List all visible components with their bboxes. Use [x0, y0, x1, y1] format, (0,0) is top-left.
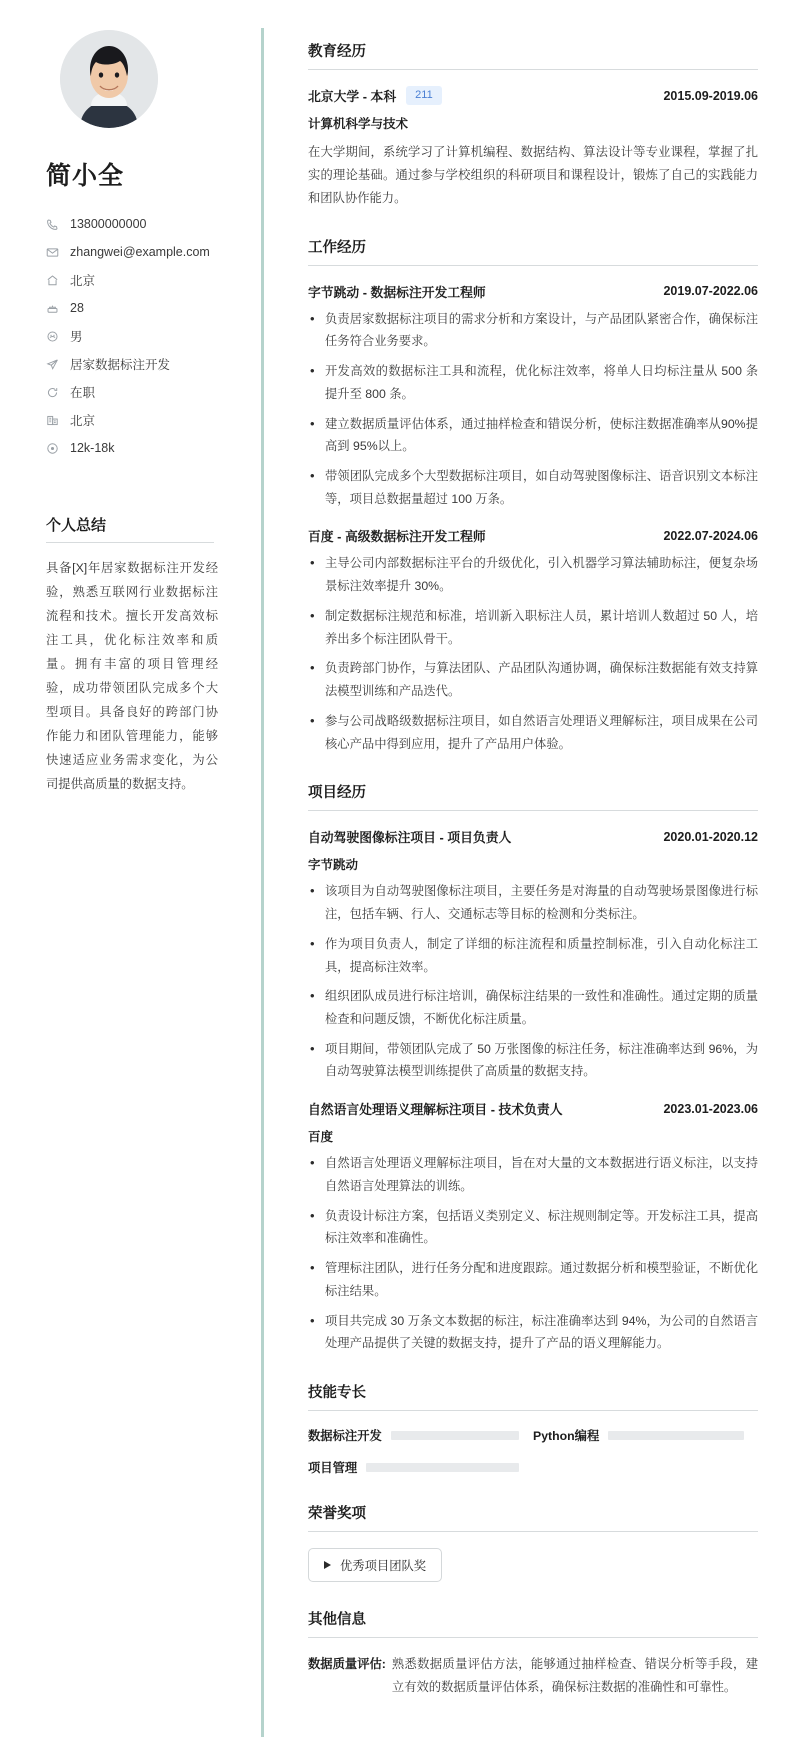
work-entry [308, 282, 758, 511]
project-entry [308, 827, 758, 1083]
section-title-other: 其他信息 [308, 1608, 758, 1638]
refresh-icon [46, 386, 66, 399]
education-entry-header [308, 86, 758, 105]
list-item: • 作为项目负责人，制定了详细的标注流程和质量控制标准，引入自动化标注工具，提高标注效率。 [308, 933, 758, 978]
list-item: • 开发高效的数据标注工具和流程，优化标注效率，将单人日均标注量从 500 条提升至 800 条。 [308, 360, 758, 405]
contact-value: 北京 [70, 274, 96, 288]
work-bullets [308, 552, 758, 755]
contact-email [46, 238, 236, 266]
contact-value: 居家数据标注开发 [70, 358, 171, 372]
contact-salary [46, 434, 236, 462]
skill-item [533, 1426, 758, 1444]
summary-text: 具备[X]年居家数据标注开发经验，熟悉互联网行业数据标注流程和技术。擅长开发高效标注工具，优化标注效率和质量。拥有丰富的项目管理经验，成功带领团队完成多个大型项目。具备良好的跨部门协作能力和团队管理能力，能够快速适应业务需求变化，为公司提供高质量的数据支持。 [46, 561, 218, 791]
project-entry [308, 1099, 758, 1355]
gender-icon [46, 330, 66, 343]
skill-label: Python编程 [533, 1429, 600, 1444]
section-title-education: 教育经历 [308, 40, 758, 70]
contact-desired-city [46, 406, 236, 434]
contact-value: zhangwei@example.com [70, 245, 210, 259]
contact-job-status [46, 378, 236, 406]
section-title-skills: 技能专长 [308, 1381, 758, 1411]
list-item: • 带领团队完成多个大型数据标注项目，如自动驾驶图像标注、语音识别文本标注等，项目总数据量超过 100 万条。 [308, 465, 758, 510]
sidebar [0, 0, 264, 1755]
cake-icon [46, 302, 66, 315]
project-date: 2020.01-2020.12 [663, 829, 758, 844]
list-item: • 负责跨部门协作，与算法团队、产品团队沟通协调，确保标注数据能有效支持算法模型训练和产品迭代。 [308, 657, 758, 702]
list-item: • 主导公司内部数据标注平台的升级优化，引入机器学习算法辅助标注，便复杂场景标注效率提升 30%。 [308, 552, 758, 597]
skill-progress-track [608, 1431, 744, 1440]
list-item: • 组织团队成员进行标注培训，确保标注结果的一致性和准确性。通过定期的质量检查和问题反馈，不断优化标注质量。 [308, 985, 758, 1030]
award-chip[interactable] [308, 1548, 442, 1582]
list-item: • 参与公司战略级数据标注项目，如自然语言处理语义理解标注，项目成果在公司核心产品中得到应用，提升了产品用户体验。 [308, 710, 758, 755]
contact-list [46, 210, 236, 462]
coin-icon [46, 442, 66, 455]
skills-list [308, 1426, 758, 1476]
summary-section [46, 514, 236, 797]
list-item: • 项目期间，带领团队完成了 50 万张图像的标注任务，标注准确率达到 96%，为自动驾驶算法模型训练提供了高质量的数据支持。 [308, 1038, 758, 1083]
education-major: 计算机科学与技术 [308, 117, 409, 132]
list-item: • 负责设计标注方案，包括语义类别定义、标注规则制定等。开发标注工具，提高标注效率和准确性。 [308, 1205, 758, 1250]
projects-section [308, 781, 758, 1355]
contact-value: 男 [70, 330, 83, 344]
education-school: 北京大学 - 本科 [308, 89, 397, 105]
other-info-value: 熟悉数据质量评估方法，能够通过抽样检查、错误分析等手段，建立有效的数据质量评估体系，确保标注数据的准确性和可靠性。 [391, 1657, 758, 1694]
contact-age [46, 294, 236, 322]
project-bullets [308, 880, 758, 1083]
section-title-work: 工作经历 [308, 236, 758, 266]
work-date: 2019.07-2022.06 [663, 284, 758, 299]
work-date: 2022.07-2024.06 [663, 528, 758, 543]
project-company: 百度 [308, 1130, 334, 1145]
work-bullets [308, 308, 758, 511]
project-title: 自然语言处理语义理解标注项目 - 技术负责人 [308, 1102, 563, 1118]
project-company: 字节跳动 [308, 858, 359, 873]
contact-gender [46, 322, 236, 350]
other-info-label: 数据质量评估: [308, 1657, 386, 1672]
paper-plane-icon [46, 358, 66, 371]
avatar [60, 30, 158, 128]
contact-desired-position [46, 350, 236, 378]
work-section [308, 236, 758, 756]
work-entry [308, 526, 758, 755]
contact-value: 13800000000 [70, 217, 147, 231]
summary-title: 个人总结 [46, 514, 214, 543]
skills-section [308, 1381, 758, 1476]
skill-item [308, 1458, 533, 1476]
award-label: 优秀项目团队奖 [340, 1559, 427, 1574]
awards-list [308, 1548, 758, 1582]
contact-phone [46, 210, 236, 238]
work-title: 百度 - 高级数据标注开发工程师 [308, 529, 486, 545]
education-badge: 211 [406, 86, 442, 105]
list-item: • 项目共完成 30 万条文本数据的标注，标注准确率达到 94%，为公司的自然语言处理产品提供了关键的数据支持，提升了产品的语义理解能力。 [308, 1310, 758, 1355]
project-bullets [308, 1152, 758, 1355]
project-title: 自动驾驶图像标注项目 - 项目负责人 [308, 830, 512, 846]
envelope-icon [46, 246, 66, 259]
triangle-right-icon [324, 1561, 331, 1569]
skill-item [308, 1426, 533, 1444]
home-icon [46, 274, 66, 287]
section-title-projects: 项目经历 [308, 781, 758, 811]
work-entry-header [308, 526, 758, 545]
section-title-honors: 荣誉奖项 [308, 1502, 758, 1532]
contact-location [46, 266, 236, 294]
person-name: 简小全 [46, 162, 125, 190]
honors-section [308, 1502, 758, 1582]
education-entry [308, 86, 758, 210]
project-entry-header [308, 1099, 758, 1118]
education-description: 在大学期间，系统学习了计算机编程、数据结构、算法设计等专业课程，掌握了扎实的理论基础。通过参与学校组织的科研项目和课程设计，锻炼了自己的实践能力和团队协作能力。 [308, 145, 758, 205]
contact-value: 北京 [70, 414, 96, 428]
skill-label: 项目管理 [308, 1461, 358, 1476]
phone-icon [46, 218, 66, 231]
contact-value: 在职 [70, 386, 96, 400]
work-title: 字节跳动 - 数据标注开发工程师 [308, 284, 486, 300]
list-item: • 负责居家数据标注项目的需求分析和方案设计，与产品团队紧密合作，确保标注任务符合业务要求。 [308, 308, 758, 353]
contact-value: 28 [70, 301, 84, 315]
skill-progress-track [366, 1463, 519, 1472]
other-info-row [308, 1653, 758, 1698]
contact-value: 12k-18k [70, 441, 115, 455]
list-item: • 自然语言处理语义理解标注项目，旨在对大量的文本数据进行语义标注，以支持自然语言处理算法的训练。 [308, 1152, 758, 1197]
list-item: • 建立数据质量评估体系，通过抽样检查和错误分析，使标注数据准确率从90%提高到 95%以上。 [308, 413, 758, 458]
skill-label: 数据标注开发 [308, 1429, 382, 1444]
skill-progress-track [391, 1431, 519, 1440]
list-item: • 制定数据标注规范和标准，培训新入职标注人员，累计培训人数超过 50 人，培养出多个标注团队骨干。 [308, 605, 758, 650]
list-item: • 管理标注团队，进行任务分配和进度跟踪。通过数据分析和模型验证，不断优化标注结果。 [308, 1257, 758, 1302]
project-entry-header [308, 827, 758, 846]
education-date: 2015.09-2019.06 [663, 88, 758, 103]
building-icon [46, 414, 66, 427]
other-info-section [308, 1608, 758, 1698]
list-item: • 该项目为自动驾驶图像标注项目，主要任务是对海量的自动驾驶场景图像进行标注，包括车辆、行人、交通标志等目标的检测和分类标注。 [308, 880, 758, 925]
main-content [264, 0, 794, 1755]
education-section [308, 40, 758, 210]
project-date: 2023.01-2023.06 [663, 1101, 758, 1116]
work-entry-header [308, 282, 758, 301]
